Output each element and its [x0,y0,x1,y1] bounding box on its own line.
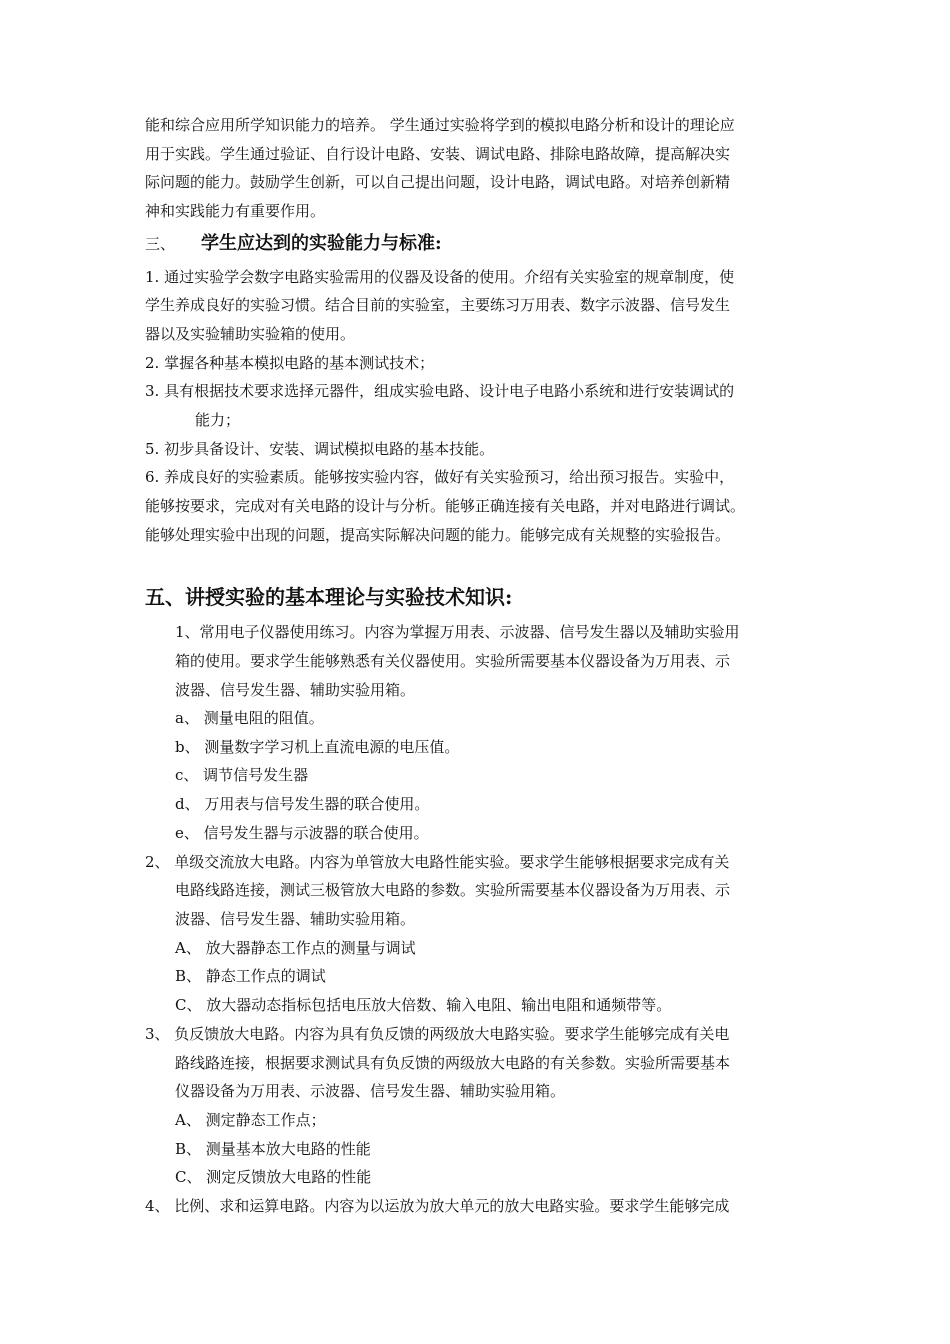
section-5-line: C、 测定反馈放大电路的性能 [175,1168,372,1186]
section-5-line: a、 测量电阻的阻值。 [175,709,324,727]
section-3-number: 三、 [145,235,176,253]
intro-line: 际问题的能力。鼓励学生创新，可以自己提出问题，设计电路，调试电路。对培养创新精 [145,173,731,191]
section-5-line: b、 测量数字学习机上直流电源的电压值。 [175,738,460,756]
section-3-line: 3. 具有根据技术要求选择元器件，组成实验电路、设计电子电路小系统和进行安装调试的 [145,382,735,400]
section-5-line: C、 放大器动态指标包括电压放大倍数、输入电阻、输出电阻和通频带等。 [175,996,672,1014]
section-3-line: 1. 通过实验学会数字电路实验需用的仪器及设备的使用。介绍有关实验室的规章制度，使 [145,268,735,286]
section-3-line: 器以及实验辅助实验箱的使用。 [145,325,356,343]
section-3-line: 能力； [195,411,241,429]
section-3-line: 能够按要求，完成对有关电路的设计与分析。能够正确连接有关电路，并对电路进行调试。 [145,497,746,515]
section-3-line: 学生养成良好的实验习惯。结合目前的实验室，主要练习万用表、数字示波器、信号发生 [145,296,731,314]
section-3-line: 6. 养成良好的实验素质。能够按实验内容，做好有关实验预习，给出预习报告。实验中， [145,468,735,486]
intro-line: 能和综合应用所学知识能力的培养。 学生通过实验将学到的模拟电路分析和设计的理论应 [145,116,735,134]
section-5-line: 4、 比例、求和运算电路。内容为以运放为放大单元的放大电路实验。要求学生能够完成 [145,1197,730,1215]
section-5-line: A、 放大器静态工作点的测量与调试 [175,939,416,957]
section-5-line: 波器、信号发生器、辅助实验用箱。 [175,681,416,699]
section-5-line: e、 信号发生器与示波器的联合使用。 [175,824,429,842]
section-5-line: 2、 单级交流放大电路。内容为单管放大电路性能实验。要求学生能够根据要求完成有关 [145,853,730,871]
intro-line: 神和实践能力有重要作用。 [145,202,326,220]
section-5-line: 仪器设备为万用表、示波器、信号发生器、辅助实验用箱。 [175,1082,566,1100]
section-3-title: 学生应达到的实验能力与标准: [201,233,442,254]
section-5-line: d、 万用表与信号发生器的联合使用。 [175,795,430,813]
section-5-line: 箱的使用。要求学生能够熟悉有关仪器使用。实验所需要基本仪器设备为万用表、示 [175,652,731,670]
section-5-line: B、 测量基本放大电路的性能 [175,1140,371,1158]
section-5-line: 3、 负反馈放大电路。内容为具有负反馈的两级放大电路实验。要求学生能够完成有关电 [145,1025,730,1043]
section-3-line: 能够处理实验中出现的问题，提高实际解决问题的能力。能够完成有关规整的实验报告。 [145,526,731,544]
section-5-line: 波器、信号发生器、辅助实验用箱。 [175,910,416,928]
section-5-heading: 五、讲授实验的基本理论与实验技术知识: [145,585,513,609]
section-5-line: A、 测定静态工作点； [175,1111,326,1129]
section-3-heading [145,229,442,259]
section-5-line: 1、常用电子仪器使用练习。内容为掌握万用表、示波器、信号发生器以及辅助实验用 [175,623,740,641]
section-5-line: 路线路连接，根据要求测试具有负反馈的两级放大电路的有关参数。实验所需要基本 [175,1054,731,1072]
section-3-line: 2. 掌握各种基本模拟电路的基本测试技术； [145,354,435,372]
section-5-line: 电路线路连接，测试三极管放大电路的参数。实验所需要基本仪器设备为万用表、示 [175,881,731,899]
section-5-line: c、 调节信号发生器 [175,766,309,784]
intro-line: 用于实践。学生通过验证、自行设计电路、安装、调试电路、排除电路故障，提高解决实 [145,145,731,163]
section-5-line: B、 静态工作点的调试 [175,967,326,985]
section-3-line: 5. 初步具备设计、安装、调试模拟电路的基本技能。 [145,440,495,458]
